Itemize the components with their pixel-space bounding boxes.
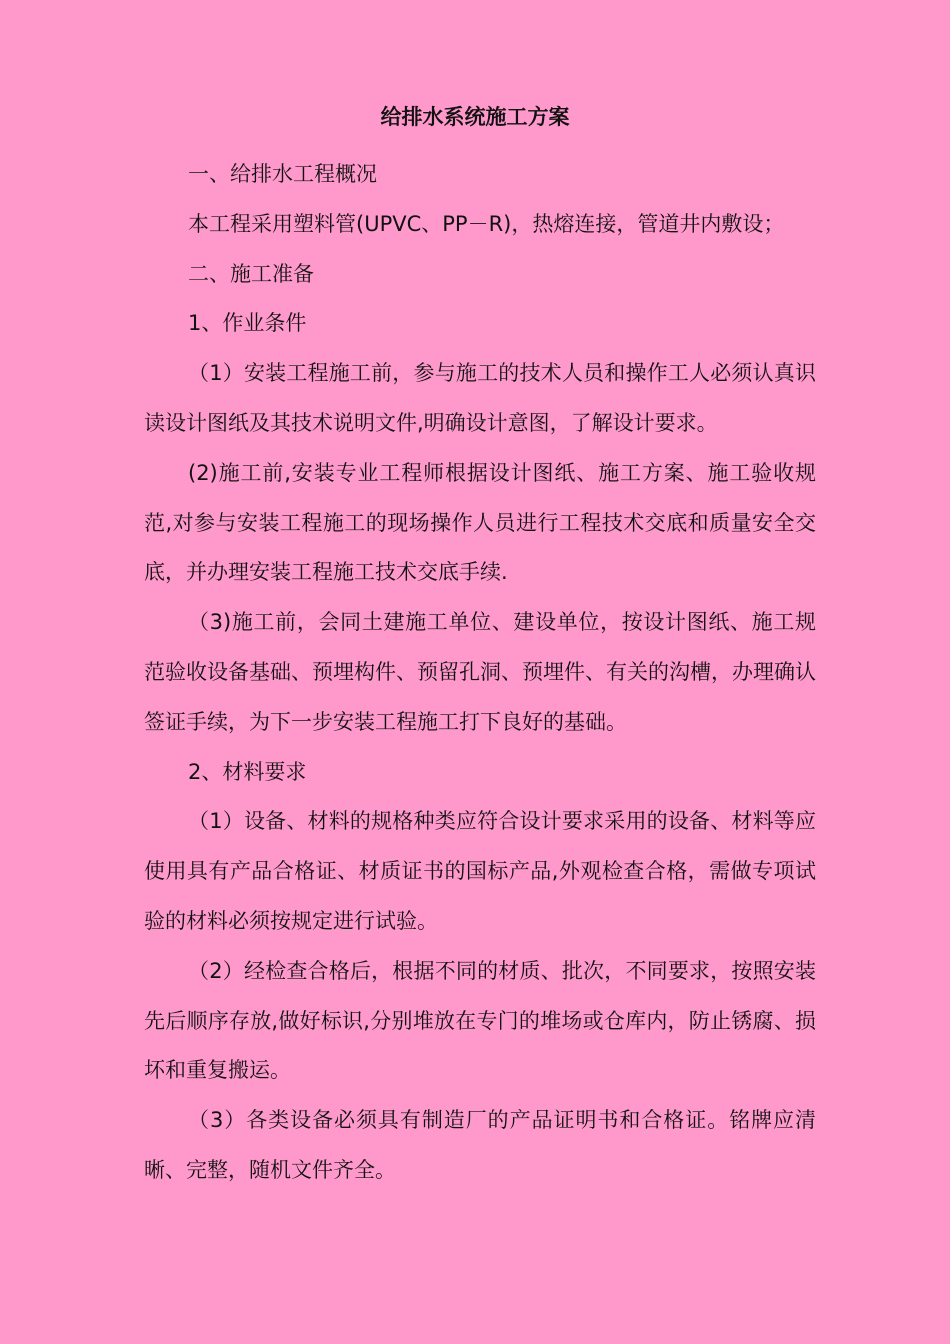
- section-heading-preparation: 二、施工准备: [188, 261, 314, 286]
- paragraph-condition-1: （1）安装工程施工前，参与施工的技术人员和操作工人必须认真识读设计图纸及其技术说明文件,明确设计意图，了解设计要求。: [144, 361, 816, 435]
- subsection-heading-conditions: 1、作业条件: [188, 311, 307, 336]
- paragraph-material-2: （2）经检查合格后，根据不同的材质、批次，不同要求，按照安装先后顺序存放,做好标识,分别堆放在专门的堆场或仓库内，防止锈腐、损坏和重复搬运。: [144, 958, 816, 1083]
- paragraph-material-1: （1）设备、材料的规格种类应符合设计要求采用的设备、材料等应使用具有产品合格证、材质证书的国标产品,外观检查合格，需做专项试验的材料必须按规定进行试验。: [144, 809, 816, 933]
- paragraph-condition-3: （3)施工前，会同土建施工单位、建设单位，按设计图纸、施工规范验收设备基础、预埋构件、预留孔洞、预埋件、有关的沟槽，办理确认签证手续，为下一步安装工程施工打下良好的基础。: [144, 610, 816, 734]
- paragraph-material-3: （3）各类设备必须具有制造厂的产品证明书和合格证。铭牌应清晰、完整，随机文件齐全。: [144, 1108, 816, 1182]
- paragraph-condition-2: (2)施工前,安装专业工程师根据设计图纸、施工方案、施工验收规范,对参与安装工程施工的现场操作人员进行工程技术交底和质量安全交底，并办理安装工程施工技术交底手续.: [144, 460, 816, 585]
- document-body: [144, 150, 816, 1196]
- paragraph-overview: 本工程采用塑料管(UPVC、PP－R)，热熔连接，管道井内敷设；: [188, 211, 785, 236]
- section-heading-overview: 一、给排水工程概况: [188, 162, 377, 186]
- document-title: 给排水系统施工方案: [380, 105, 570, 129]
- subsection-heading-materials: 2、材料要求: [188, 759, 307, 784]
